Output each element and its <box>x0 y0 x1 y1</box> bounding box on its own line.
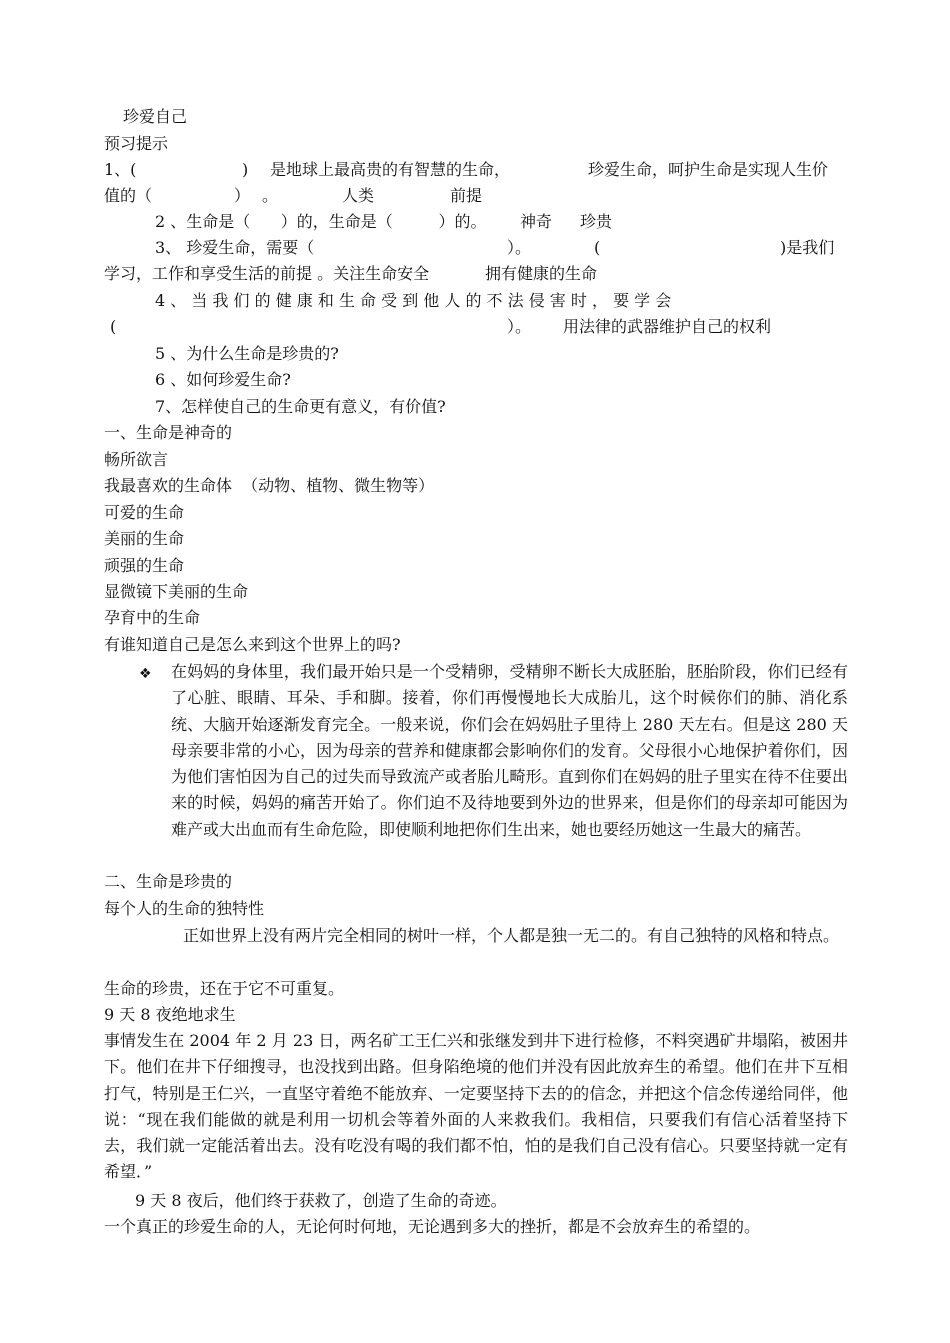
q6-text: 6 、如何珍爱生命? <box>155 370 291 389</box>
section1-item: 有谁知道自己是怎么来到这个世界上的吗? <box>104 635 401 654</box>
section1-item: 畅所欲言 <box>104 450 169 469</box>
q3-tail: )是我们 <box>780 238 835 257</box>
section2-statement: 生命的珍贵，还在于它不可重复。 <box>104 979 345 998</box>
diamond-bullet-icon: ❖ <box>139 666 152 682</box>
q3-open: ( <box>594 238 601 257</box>
section1-item: 可爱的生命 <box>104 503 185 522</box>
q5-text: 5 、为什么生命是珍贵的? <box>155 344 339 363</box>
q2-answer-1: 神奇 <box>520 212 553 231</box>
q4-text: 4 、 当 我 们 的 健 康 和 生 命 受 到 他 人 的 不 法 侵 害 时 ， 要 学 会 <box>155 291 672 310</box>
q2-text: 2 、生命是（ ）的，生命是（ ）的。 <box>155 212 487 231</box>
q7-text: 7、怎样使自己的生命更有意义，有价值? <box>155 397 446 416</box>
q1-answer-2: 前提 <box>450 186 483 205</box>
q1-cont: 值的（ <box>104 186 153 205</box>
section1-item: 孕育中的生命 <box>104 608 201 627</box>
section1-item: 顽强的生命 <box>104 556 185 575</box>
q3-cont: 学习，工作和享受生活的前提 。关注生命安全 <box>104 264 430 283</box>
q3-text: 3、 珍爱生命，需要（ <box>155 238 315 257</box>
section1-item: 美丽的生命 <box>104 529 185 548</box>
bullet-paragraph: 在妈妈的身体里，我们最开始只是一个受精卵，受精卵不断长大成胚胎，胚胎阶段，你们已经有了心脏、眼睛、耳朵、手和脚。接着，你们再慢慢地长大成胎儿，这个时候你们的肺、消化系统、大脑开始逐渐发育完全。一般来说，你们会在妈妈肚子里待上 280 天左右。但是这 280 天母亲要非常的小心，因为母亲的营养和健康都会影响你们的发育。父母很小心地保护着你们，因为他们害怕因为自己的过失而导致流产或者胎儿畸形。直到你们在妈妈的肚子里实在待不住要出来的时候，妈妈的痛苦开始了。你们迫不及待地要到外边的世界来，但是你们的母亲却可能因为难产或大出血而有生命危险，即使顺利地把你们生出来，她也要经历她这一生最大的痛苦。 <box>171 662 848 839</box>
q1-answer-text: 珍爱生命，呵护生命是实现人生价 <box>588 160 829 179</box>
q2-answer-2: 珍贵 <box>580 212 613 231</box>
story-title: 9 天 8 夜绝地求生 <box>104 1005 236 1024</box>
q3-close: ）。 <box>507 238 532 257</box>
q4-answer: 用法律的武器维护自己的权利 <box>563 317 772 336</box>
q1-close: ) <box>242 160 249 179</box>
q4-close: ）。 <box>507 317 532 336</box>
q1-period: 。 <box>262 186 279 205</box>
preview-heading: 预习提示 <box>104 134 169 153</box>
conclusion-sentence: 一个真正的珍爱生命的人，无论何时何地，无论遇到多大的挫折，都是不会放弃生的希望的。 <box>104 1217 761 1236</box>
q1-answer-1: 人类 <box>342 186 375 205</box>
rescue-sentence: 9 天 8 夜后，他们终于获救了，创造了生命的奇迹。 <box>135 1191 507 1210</box>
q1-prefix: 1、( <box>104 160 137 179</box>
q1-text: 是地球上最高贵的有智慧的生命， <box>270 160 511 179</box>
section1-item: 我最喜欢的生命体 （动物、植物、微生物等） <box>104 476 435 495</box>
section2-subheading: 每个人的生命的独特性 <box>104 899 265 918</box>
story-paragraph: 事情发生在 2004 年 2 月 23 日，两名矿工王仁兴和张继发到井下进行检修，不料突遇矿井塌陷，被困井下。他们在井下仔细搜寻，也没找到出路。但身陷绝境的他们并没有因此放弃生的希望。他们在井下互相打气，特别是王仁兴，一直坚守着绝不能放弃、一定要坚持下去的的信念，并把这个信念传递给同伴，他说：“现在我们能做的就是利用一切机会等着外面的人来救我们。我相信，只要我们有信心活着坚持下去，我们就一定能活着出去。没有吃没有喝的我们都不怕，怕的是我们自己没有信心。只要坚持就一定有希望．” <box>104 1031 848 1182</box>
section2-heading: 二、生命是珍贵的 <box>104 872 233 891</box>
q1-cont-close: ） <box>234 186 251 205</box>
q4-open: ( <box>110 317 117 336</box>
page-title: 珍爱自己 <box>123 107 188 126</box>
q3-answer: 拥有健康的生命 <box>485 264 598 283</box>
section1-heading: 一、生命是神奇的 <box>104 423 233 442</box>
section1-item: 显微镜下美丽的生命 <box>104 582 249 601</box>
uniqueness-paragraph: 正如世界上没有两片完全相同的树叶一样，个人都是独一无二的。有自己独特的风格和特点。 <box>183 926 840 945</box>
